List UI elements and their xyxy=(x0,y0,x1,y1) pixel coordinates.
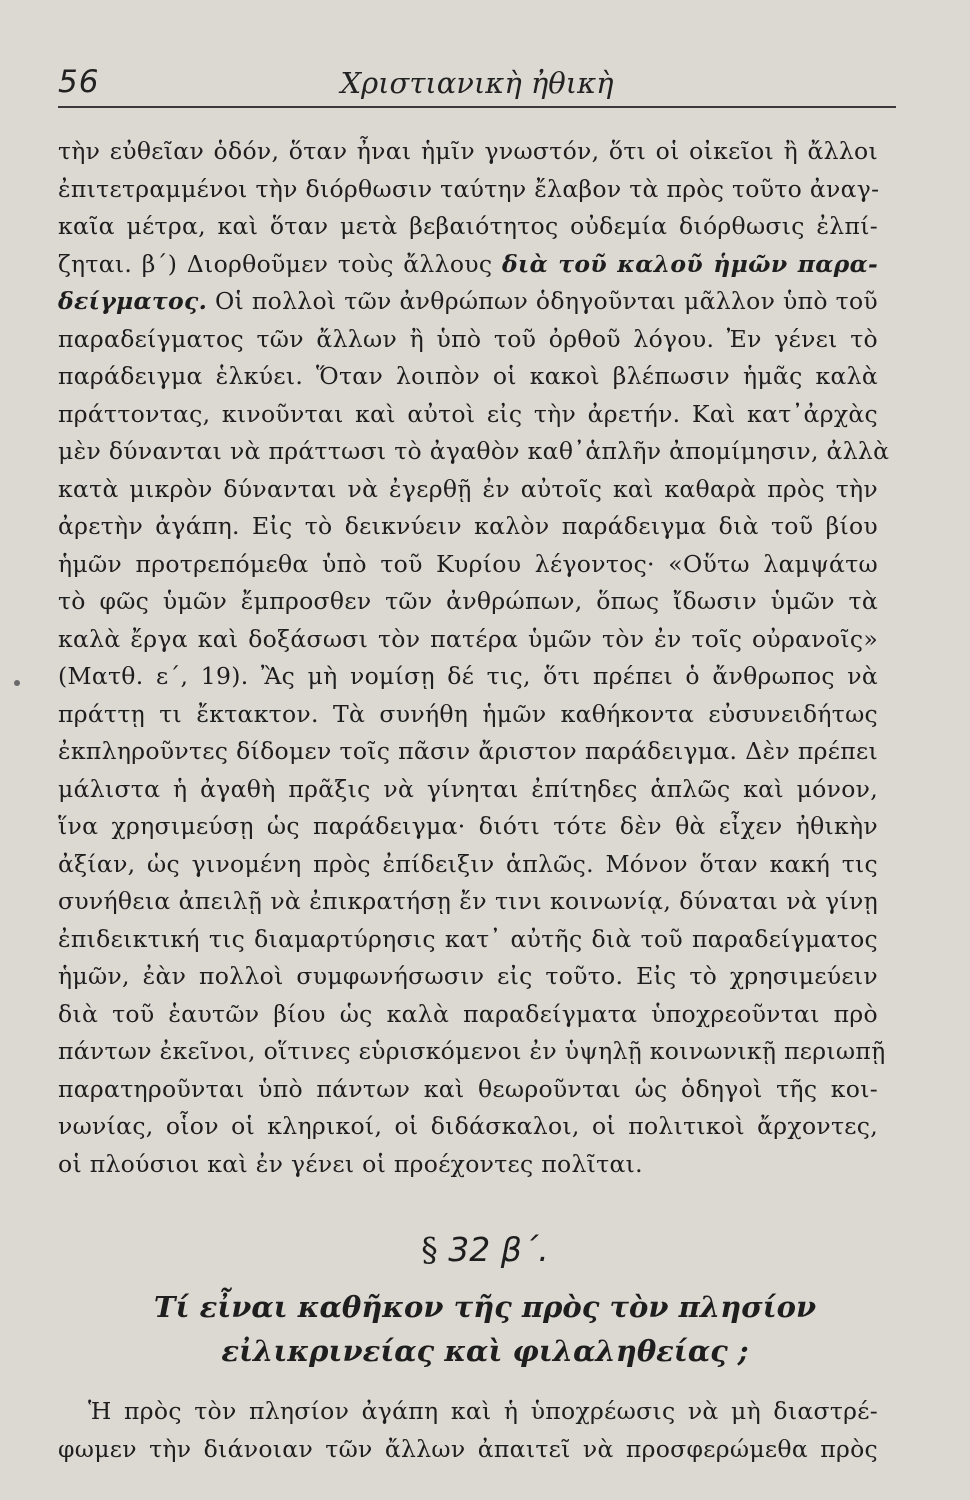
text-line: παράδειγμα ἑλκύει. Ὅταν λοιπὸν οἱ κακοὶ βλέπωσιν ἡμᾶς καλὰ xyxy=(58,362,878,390)
text-line: καῖα μέτρα, καὶ ὅταν μετὰ βεβαιότητος οὐδεμία διόρθωσις ἐλπί- xyxy=(58,212,878,240)
running-title: Χριστιανικὴ ἠθικὴ xyxy=(340,66,614,100)
text-line: συνήθεια ἀπειλῇ νὰ ἐπικρατήσῃ ἔν τινι κοινωνίᾳ, δύναται νὰ γίνῃ xyxy=(58,887,878,915)
second-paragraph xyxy=(58,1393,878,1468)
print-smudge xyxy=(14,680,20,686)
section-title-line: εἰλικρινείας καὶ φιλαληθείας ; xyxy=(221,1334,749,1368)
section-symbol: § xyxy=(421,1230,438,1269)
text-line: τὴν εὐθεῖαν ὁδόν, ὅταν ἦναι ἡμῖν γνωστόν, ὅτι οἱ οἰκεῖοι ἢ ἄλλοι xyxy=(58,137,878,165)
text-line: (Ματθ. ε΄, 19). Ἂς μὴ νομίσῃ δέ τις, ὅτι πρέπει ὁ ἄνθρωπος νὰ xyxy=(58,662,878,690)
text-line: ἐπιτετραμμένοι τὴν διόρθωσιν ταύτην ἔλαβον τὰ πρὸς τοῦτο ἀναγ- xyxy=(58,174,880,203)
text-line: ἡμῶν προτρεπόμεθα ὑπὸ τοῦ Κυρίου λέγοντος· «Οὕτω λαμψάτω xyxy=(58,549,878,578)
text-line: πράττοντας, κινοῦνται καὶ αὐτοὶ εἰς τὴν ἀρετήν. Καὶ κατ᾽ἀρχὰς xyxy=(58,399,878,428)
main-paragraph xyxy=(58,133,890,1183)
text-line: ἐπιδεικτική τις διαμαρτύρησις κατ᾽ αὐτῆς διὰ τοῦ παραδείγματος xyxy=(58,924,878,953)
text-line: πάντων ἐκεῖνοι, οἵτινες εὑρισκόμενοι ἐν ὑψηλῇ κοινωνικῇ περιωπῇ xyxy=(58,1037,886,1065)
text-line: καλὰ ἔργα καὶ δοξάσωσι τὸν πατέρα ὑμῶν τὸν ἐν τοῖς οὐρανοῖς» xyxy=(58,624,878,653)
text-segment: Οἱ πολλοὶ τῶν ἀνθρώπων ὁδηγοῦνται μᾶλλον ὑπὸ τοῦ xyxy=(214,287,878,315)
text-line: μὲν δύνανται νὰ πράττωσι τὸ ἀγαθὸν καθ᾽ἁπλῆν ἀπομίμησιν, ἀλλὰ xyxy=(58,437,890,465)
text-line: ἐκπληροῦντες δίδομεν τοῖς πᾶσιν ἄριστον παράδειγμα. Δὲν πρέπει xyxy=(58,737,878,765)
text-line: κατὰ μικρὸν δύνανται νὰ ἐγερθῇ ἐν αὐτοῖς καὶ καθαρὰ πρὸς τὴν xyxy=(58,474,878,503)
section-number-value: 32 β΄. xyxy=(448,1230,549,1269)
section-number xyxy=(0,1230,970,1269)
emphasis-text: διὰ τοῦ καλοῦ ἡμῶν παρα- xyxy=(501,249,879,278)
text-line: Ἡ πρὸς τὸν πλησίον ἀγάπη καὶ ἡ ὑποχρέωσις νὰ μὴ διαστρέ- xyxy=(88,1397,878,1425)
text-line-with-emphasis xyxy=(58,246,878,284)
page-number: 56 xyxy=(58,64,100,100)
text-line: ἵνα χρησιμεύσῃ ὡς παράδειγμα· διότι τότε δὲν θὰ εἶχεν ἠθικὴν xyxy=(58,812,878,840)
text-segment: ζηται. β΄) Διορθοῦμεν τοὺς ἄλλους xyxy=(58,249,493,278)
text-line-with-emphasis xyxy=(58,283,878,321)
text-line: φωμεν τὴν διάνοιαν τῶν ἄλλων ἀπαιτεῖ νὰ προσφερώμεθα πρὸς xyxy=(58,1434,878,1463)
page-header xyxy=(58,62,896,108)
text-line-last: οἱ πλούσιοι καὶ ἐν γένει οἱ προέχοντες πολῖται. xyxy=(58,1149,643,1178)
emphasis-text-cont: δείγματος. xyxy=(58,287,208,315)
section-title xyxy=(100,1285,870,1373)
text-line: μάλιστα ἡ ἀγαθὴ πρᾶξις νὰ γίνηται ἐπίτηδες ἁπλῶς καὶ μόνον, xyxy=(58,774,878,803)
text-line: διὰ τοῦ ἑαυτῶν βίου ὡς καλὰ παραδείγματα ὑποχρεοῦνται πρὸ xyxy=(58,999,878,1028)
section-title-line: Τί εἶναι καθῆκον τῆς πρὸς τὸν πλησίον xyxy=(153,1290,817,1324)
text-line: ἀξίαν, ὡς γινομένη πρὸς ἐπίδειξιν ἁπλῶς. Μόνον ὅταν κακή τις xyxy=(58,849,878,878)
text-line: νωνίας, οἷον οἱ κληρικοί, οἱ διδάσκαλοι, οἱ πολιτικοὶ ἄρχοντες, xyxy=(58,1112,878,1140)
text-line: παραδείγματος τῶν ἄλλων ἢ ὑπὸ τοῦ ὀρθοῦ λόγου. Ἐν γένει τὸ xyxy=(58,324,878,353)
text-line: πράττῃ τι ἔκτακτον. Τὰ συνήθη ἡμῶν καθήκοντα εὐσυνειδήτως xyxy=(58,699,878,728)
text-line: ἀρετὴν ἀγάπη. Εἰς τὸ δεικνύειν καλὸν παράδειγμα διὰ τοῦ βίου xyxy=(58,512,878,540)
text-line: τὸ φῶς ὑμῶν ἔμπροσθεν τῶν ἀνθρώπων, ὅπως ἴδωσιν ὑμῶν τὰ xyxy=(58,587,878,615)
text-line: ἡμῶν, ἐὰν πολλοὶ συμφωνήσωσιν εἰς τοῦτο. Εἰς τὸ χρησιμεύειν xyxy=(58,962,878,990)
text-line: παρατηροῦνται ὑπὸ πάντων καὶ θεωροῦνται ὡς ὁδηγοὶ τῆς κοι- xyxy=(58,1074,878,1103)
